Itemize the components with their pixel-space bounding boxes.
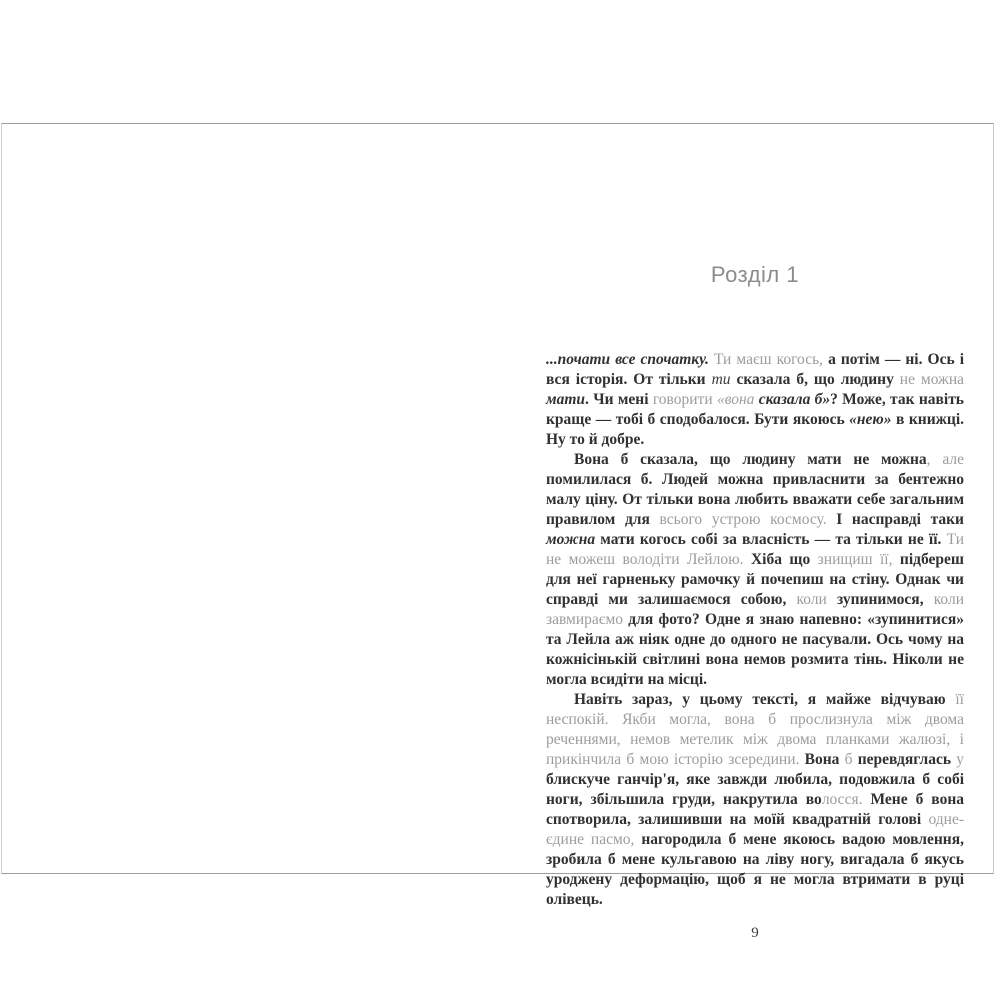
text-segment: б	[844, 751, 858, 768]
text-segment: Навіть зараз, у цьому тексті, я майже відчуваю	[574, 691, 956, 708]
text-segment: всього устрою космосу.	[659, 511, 837, 528]
text-segment: одне-єдине пасмо,	[546, 811, 964, 848]
page-number: 9	[751, 925, 759, 941]
text-segment: перевдяглась	[857, 751, 957, 768]
paragraph	[546, 350, 964, 450]
text-segment: коли	[796, 591, 837, 608]
text-segment: мати когось собі за власність — та тільки не її.	[595, 531, 947, 548]
text-segment: Ти маєш когось,	[708, 351, 829, 368]
text-segment: нагородила б мене якоюсь вадою мовлення, зробила б мене кульгавою на ліву ногу, вигадала б якусь уроджену деформацію, щоб я не могла втримати в руці олівець.	[546, 831, 964, 908]
text-segment: ти	[711, 371, 731, 388]
text-segment: Вона б сказала, що людину мати не можна	[574, 451, 927, 468]
text-segment: коли завмираємо	[546, 591, 965, 628]
text-segment: зупинимося,	[836, 591, 934, 608]
text-segment: говорити	[652, 391, 717, 408]
text-segment: а потім — ні. Ось і вся історія. От тільки	[546, 351, 964, 388]
text-segment: Хіба що	[750, 551, 818, 568]
text-segment: її неспокій. Якби могла, вона б прослизнула між двома реченнями, немов метелик між двома планками жалюзі, і прикінчила б мою історію зсередини.	[546, 691, 964, 768]
text-segment: блискуче ганчір'я, яке завжди любила, подовжила б собі ноги, збільшила груди, накрутила во	[546, 771, 964, 808]
text-segment: для фото? Одне я знаю напевно: «зупинитися» та Лейла аж ніяк одне до одного не пасували. Ось чому на кожнісінькій світлині вона немов розмита тінь. Ніколи не могла всидіти на місці.	[546, 611, 964, 688]
text-segment: І насправді таки	[836, 511, 964, 528]
text-segment: мати	[546, 391, 586, 408]
chapter-heading: Розділ 1	[710, 262, 800, 287]
text-segment: сказала б»	[758, 391, 831, 408]
text-segment: лосся.	[821, 791, 871, 808]
text-segment: . Чи мені	[585, 391, 653, 408]
paragraph	[546, 690, 964, 910]
text-column	[546, 350, 964, 943]
text-segment: знищиш її,	[817, 551, 900, 568]
book-page	[1, 123, 994, 941]
paragraph	[546, 450, 964, 690]
text-segment: Ти не можеш володіти Лейлою.	[546, 531, 964, 568]
text-segment: в книжці. Ну то й добре.	[546, 411, 964, 448]
text-segment: сказала б, що людину	[730, 371, 900, 388]
text-segment: помилилася б. Людей можна привласнити за бентежно малу ціну. От тільки вона любить вважати себе загальним правилом для	[546, 471, 964, 528]
text-segment: «вона	[716, 391, 759, 408]
text-segment: «нею»	[849, 411, 892, 428]
text-segment: у	[956, 751, 964, 768]
text-segment: підбереш для неї гарненьку рамочку й почепиш на стіну. Однак чи справді ми залишаємося собою,	[546, 551, 964, 608]
text-segment: ...почати все спочатку.	[546, 351, 709, 368]
text-segment: Мене б вона спотворила, залишивши на моїй квадратній голові	[546, 791, 965, 828]
text-segment: , але	[926, 451, 964, 468]
text-segment: Вона	[804, 751, 845, 768]
text-segment: ? Може, так навіть краще — тобі б сподобалося. Бути якоюсь	[546, 391, 965, 428]
text-segment: можна	[546, 531, 596, 548]
text-segment: не можна	[899, 371, 964, 388]
